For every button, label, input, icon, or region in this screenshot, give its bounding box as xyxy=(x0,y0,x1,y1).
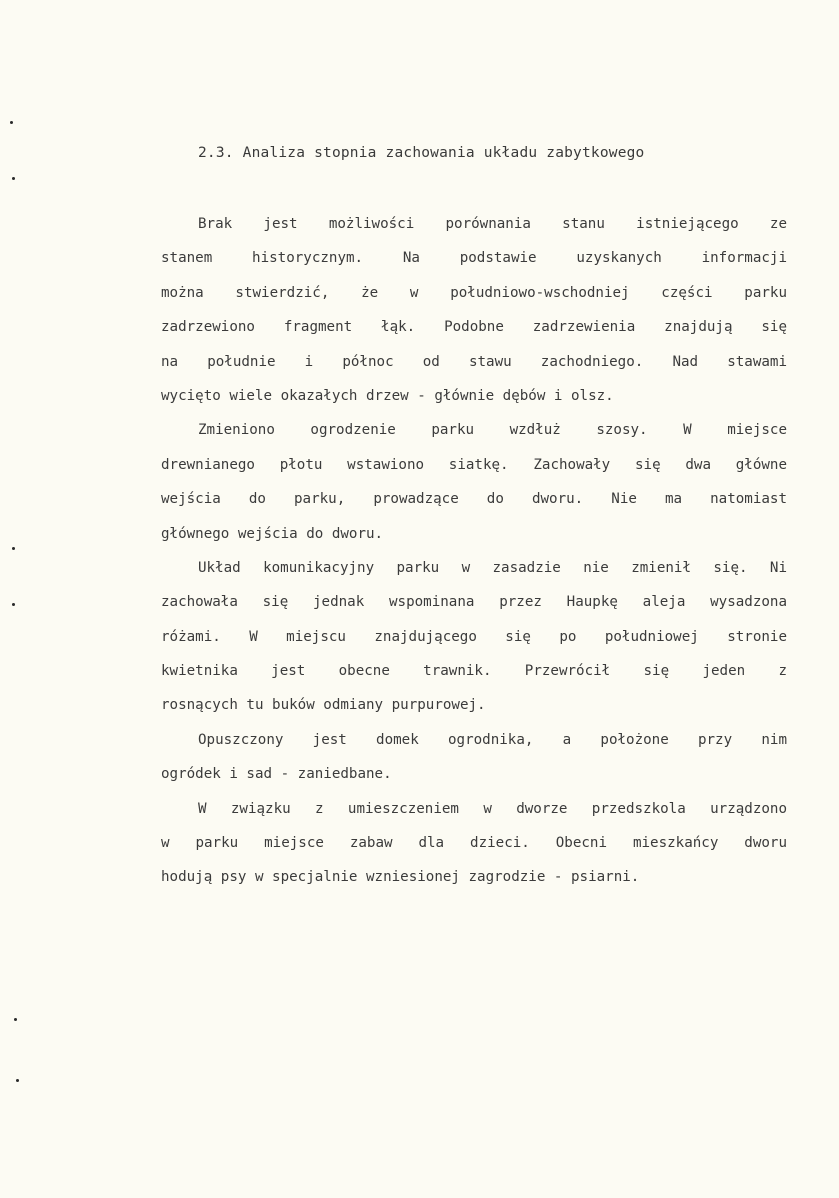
paragraph xyxy=(161,792,787,895)
paragraph xyxy=(161,723,787,792)
text-line: hodują psy w specjalnie wzniesionej zagrodzie - psiarni. xyxy=(161,869,640,886)
text-line: W związku z umieszczeniem w dworze przedszkola urządzono xyxy=(198,800,787,817)
body-text xyxy=(161,207,787,895)
text-line: wycięto wiele okazałych drzew - głównie dębów i olsz. xyxy=(161,387,614,404)
paragraph xyxy=(161,207,787,413)
text-line: zachowała się jednak wspominana przez Haupkę aleja wysadzona xyxy=(161,594,787,611)
text-line: w parku miejsce zabaw dla dzieci. Obecni mieszkańcy dworu xyxy=(161,835,787,852)
text-line: zadrzewiono fragment łąk. Podobne zadrzewienia znajdują się xyxy=(161,319,787,336)
text-line: można stwierdzić, że w południowo-wschodniej części parku xyxy=(161,284,787,301)
text-line: Opuszczony jest domek ogrodnika, a położone przy nim xyxy=(198,731,787,748)
text-line: kwietnika jest obecne trawnik. Przewrócił się jeden z xyxy=(161,663,787,680)
text-line: Układ komunikacyjny parku w zasadzie nie zmienił się. Ni xyxy=(198,559,787,576)
text-line: Zmieniono ogrodzenie parku wzdłuż szosy. W miejsce xyxy=(198,422,787,439)
text-line: na południe i północ od stawu zachodniego. Nad stawami xyxy=(161,353,787,370)
section-heading: 2.3. Analiza stopnia zachowania układu zabytkowego xyxy=(198,145,645,161)
text-line: różami. W miejscu znajdującego się po południowej stronie xyxy=(161,628,787,645)
paragraph xyxy=(161,413,787,551)
scan-mark xyxy=(12,177,15,180)
text-line: Brak jest możliwości porównania stanu istniejącego ze xyxy=(198,216,787,232)
text-line: drewnianego płotu wstawiono siatkę. Zachowały się dwa główne xyxy=(161,456,787,473)
text-line: głównego wejścia do dworu. xyxy=(161,525,384,542)
text-line: rosnących tu buków odmiany purpurowej. xyxy=(161,697,486,714)
text-line: wejścia do parku, prowadzące do dworu. Nie ma natomiast xyxy=(161,491,787,508)
paragraph xyxy=(161,551,787,723)
text-line: stanem historycznym. Na podstawie uzyskanych informacji xyxy=(161,250,787,267)
scan-mark xyxy=(10,121,13,124)
scan-mark xyxy=(14,1018,17,1021)
scan-mark xyxy=(12,547,15,550)
scan-mark xyxy=(16,1079,19,1082)
text-line: ogródek i sad - zaniedbane. xyxy=(161,766,392,783)
scan-mark xyxy=(12,603,15,606)
